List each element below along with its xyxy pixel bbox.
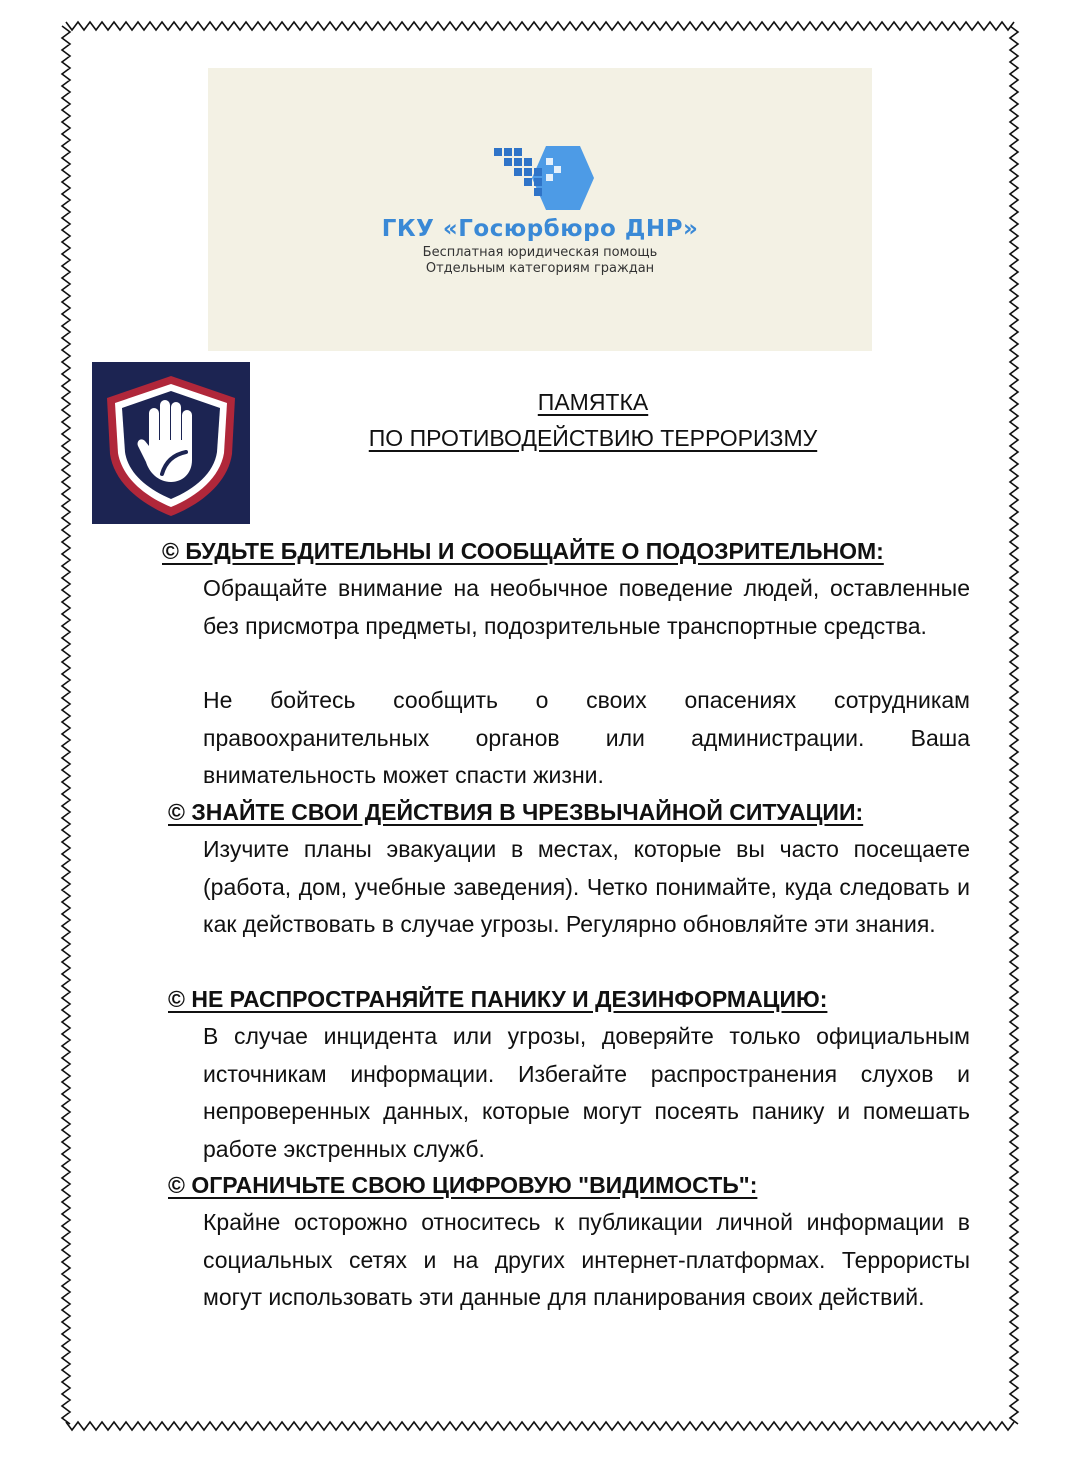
zigzag-border-edge (66, 22, 1014, 30)
section-paragraph: В случае инцидента или угрозы, доверяйте только официальным источникам информации. Избегайте распространения слухов и непроверенных данных, которые могут посеять панику и помешать работе экстренных служб. (203, 1023, 970, 1162)
logo-banner (208, 68, 872, 351)
zigzag-border-edge (62, 26, 70, 1424)
logo-title: ГКУ «Госюрбюро ДНР» (381, 216, 699, 242)
document-subtitle: ПО ПРОТИВОДЕЙСТВИЮ ТЕРРОРИЗМУ (368, 425, 818, 451)
zigzag-border-edge (66, 1422, 1014, 1430)
logo-subtitle: Бесплатная юридическая помощь (422, 245, 658, 260)
section-paragraph: Не бойтесь сообщить о своих опасениях сотрудникам правоохранительных органов или администрации. Ваша внимательность может спасти жизни. (203, 687, 970, 788)
emblem (92, 362, 250, 524)
section-heading-panic: © НЕ РАСПРОСТРАНЯЙТЕ ПАНИКУ И ДЕЗИНФОРМАЦИЮ: (168, 986, 828, 1012)
section-heading-emergency: © ЗНАЙТЕ СВОИ ДЕЙСТВИЯ В ЧРЕЗВЫЧАЙНОЙ СИТУАЦИИ: (168, 799, 864, 825)
section-paragraph: Крайне осторожно относитесь к публикации личной информации в социальных сетях и на других интернет-платформах. Террористы могут использовать эти данные для планирования своих действий. (203, 1209, 970, 1310)
zigzag-border-edge (1010, 26, 1018, 1424)
logo-subtitle: Отдельным категориям граждан (425, 261, 655, 276)
section-heading-vigilance: © БУДЬТЕ БДИТЕЛЬНЫ И СООБЩАЙТЕ О ПОДОЗРИТЕЛЬНОМ: (162, 538, 884, 564)
section-paragraph: Обращайте внимание на необычное поведение людей, оставленные без присмотра предметы, подозрительные транспортные средства. (203, 575, 970, 639)
section-paragraph: Изучите планы эвакуации в местах, которые вы часто посещаете (работа, дом, учебные заведения). Четко понимайте, куда следовать и как действовать в случае угрозы. Регулярно обновляйте эти знания. (203, 836, 970, 937)
stop-hand-shield-icon (92, 362, 250, 524)
section-heading-digital: © ОГРАНИЧЬТЕ СВОЮ ЦИФРОВУЮ "ВИДИМОСТЬ": (168, 1172, 758, 1198)
pixel-hexagon-logo-icon (494, 144, 594, 212)
document-title: ПАМЯТКА (537, 389, 649, 415)
